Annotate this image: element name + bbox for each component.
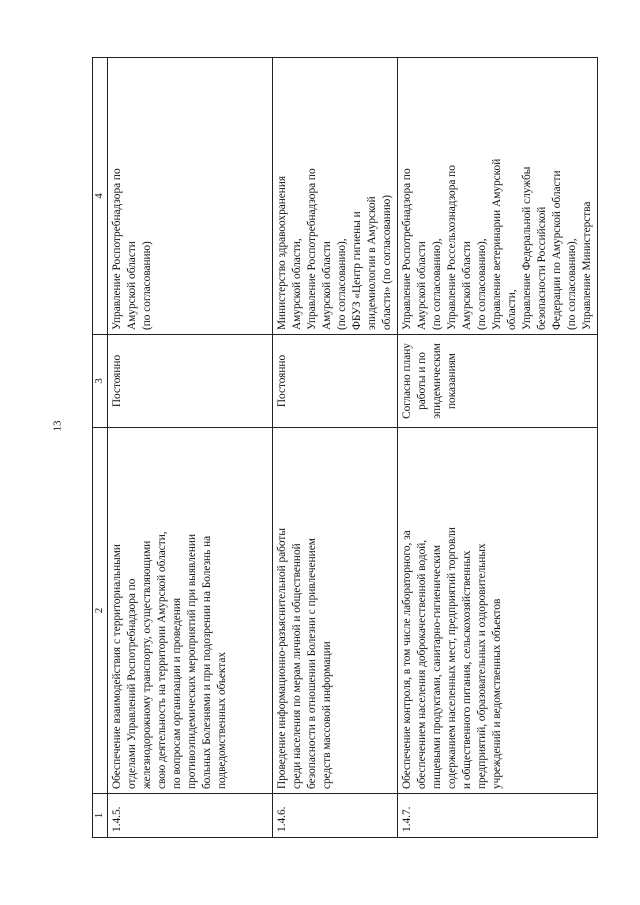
measure-cell bbox=[108, 428, 273, 794]
executor-line: Амурской области bbox=[461, 241, 473, 330]
measure-cell bbox=[398, 428, 598, 794]
executor-line: Амурской области bbox=[321, 241, 333, 330]
measure-line: отделами Управлений Роспотребнадзора по bbox=[126, 578, 138, 789]
header-col-4: 4 bbox=[93, 58, 108, 335]
executor-line: Управление Федеральной службы bbox=[521, 166, 533, 330]
measure-line: противоэпидемических мероприятий при выявлении bbox=[186, 533, 198, 789]
term-line: работы и по bbox=[416, 352, 428, 410]
executor-line: Управление Роспотребнадзора по bbox=[111, 168, 123, 330]
executor-line: Управление Роспотребнадзора по bbox=[401, 168, 413, 330]
executor-line: безопасности Российской bbox=[536, 206, 548, 330]
measure-cell bbox=[273, 428, 398, 794]
measure-line: Обеспечение контроля, в том числе лабораторного, за bbox=[401, 530, 413, 789]
header-col-3: 3 bbox=[93, 335, 108, 428]
measure-line: предприятий, образовательных и оздоровительных bbox=[476, 543, 488, 789]
executors-cell bbox=[108, 58, 273, 335]
measure-line: пищевыми продуктами, санитарно-гигиеническим bbox=[431, 544, 443, 789]
measure-line: обеспечением населения доброкачественной водой, bbox=[416, 539, 428, 789]
measure-line: железнодорожному транспорту, осуществляющими bbox=[141, 540, 153, 789]
measure-line: больных Болезнями и при подозрении на Болезнь на bbox=[201, 535, 213, 789]
executor-line: Федерации по Амурской области bbox=[551, 170, 563, 330]
executor-line: Амурской области bbox=[126, 241, 138, 330]
executor-line: области, bbox=[506, 289, 518, 330]
executors-cell bbox=[398, 58, 598, 335]
page-number: 13 bbox=[51, 420, 64, 432]
executors-cell bbox=[273, 58, 398, 335]
term-line: Постоянно bbox=[111, 354, 123, 408]
header-col-2: 2 bbox=[93, 428, 108, 794]
header-col-1: 1 bbox=[93, 794, 108, 838]
executor-line: области» (по согласованию) bbox=[381, 194, 393, 330]
row-number: 1.4.6. bbox=[273, 794, 398, 838]
row-number: 1.4.7. bbox=[398, 794, 598, 838]
measures-table bbox=[92, 57, 598, 838]
term-line: показаниям bbox=[446, 353, 458, 409]
executor-line: Управление Роспотребнадзора по bbox=[306, 168, 318, 330]
measure-line: Обеспечение взаимодействия с территориальными bbox=[111, 544, 123, 789]
executor-line: Амурской области bbox=[416, 241, 428, 330]
rotated-table-container bbox=[92, 58, 593, 838]
term-line: эпидемическим bbox=[431, 343, 443, 419]
measure-line: подведомственных объектах bbox=[216, 651, 228, 789]
measure-line: свою деятельность на территории Амурской области, bbox=[156, 531, 168, 789]
measure-line: учреждений и ведомственных объектов bbox=[491, 598, 503, 789]
measure-line: и общественного питания, сельскохозяйственных bbox=[461, 550, 473, 789]
table-row bbox=[398, 58, 598, 838]
executor-line: (по согласованию), bbox=[431, 238, 443, 330]
executor-line: Управление ветеринарии Амурской bbox=[491, 158, 503, 330]
executor-line: (по согласованию), bbox=[476, 238, 488, 330]
measure-line: безопасности в отношении Болезни с привлечением bbox=[306, 538, 318, 789]
row-number: 1.4.5. bbox=[108, 794, 273, 838]
measure-line: содержанием населенных мест, предприятий торговли bbox=[446, 527, 458, 789]
term-line: Согласно плану bbox=[401, 343, 413, 419]
table-header-row bbox=[93, 58, 108, 838]
table-row bbox=[273, 58, 398, 838]
executor-line: Министерство здравоохранения bbox=[276, 175, 288, 330]
measure-line: среди населения по мерам личной и общественной bbox=[291, 543, 303, 789]
term-line: Постоянно bbox=[276, 354, 288, 408]
term-cell bbox=[398, 335, 598, 428]
term-cell bbox=[108, 335, 273, 428]
executor-line: (по согласованию) bbox=[141, 241, 153, 330]
table-row bbox=[108, 58, 273, 838]
measure-line: по вопросам организации и проведения bbox=[171, 597, 183, 789]
executor-line: Управление Россельхознадзора по bbox=[446, 165, 458, 330]
executor-line: ФБУЗ «Центр гигиены и bbox=[351, 211, 363, 330]
executor-line: (по согласованию), bbox=[336, 238, 348, 330]
executor-line: Управление Министерства bbox=[581, 201, 593, 330]
term-cell bbox=[273, 335, 398, 428]
executor-line: эпидемиологии в Амурской bbox=[366, 196, 378, 330]
measure-line: средств массовой информации bbox=[321, 641, 333, 789]
executor-line: Амурской области, bbox=[291, 238, 303, 330]
executor-line: (по согласованию), bbox=[566, 238, 578, 330]
measure-line: Проведение информационно-разъяснительной работы bbox=[276, 528, 288, 789]
